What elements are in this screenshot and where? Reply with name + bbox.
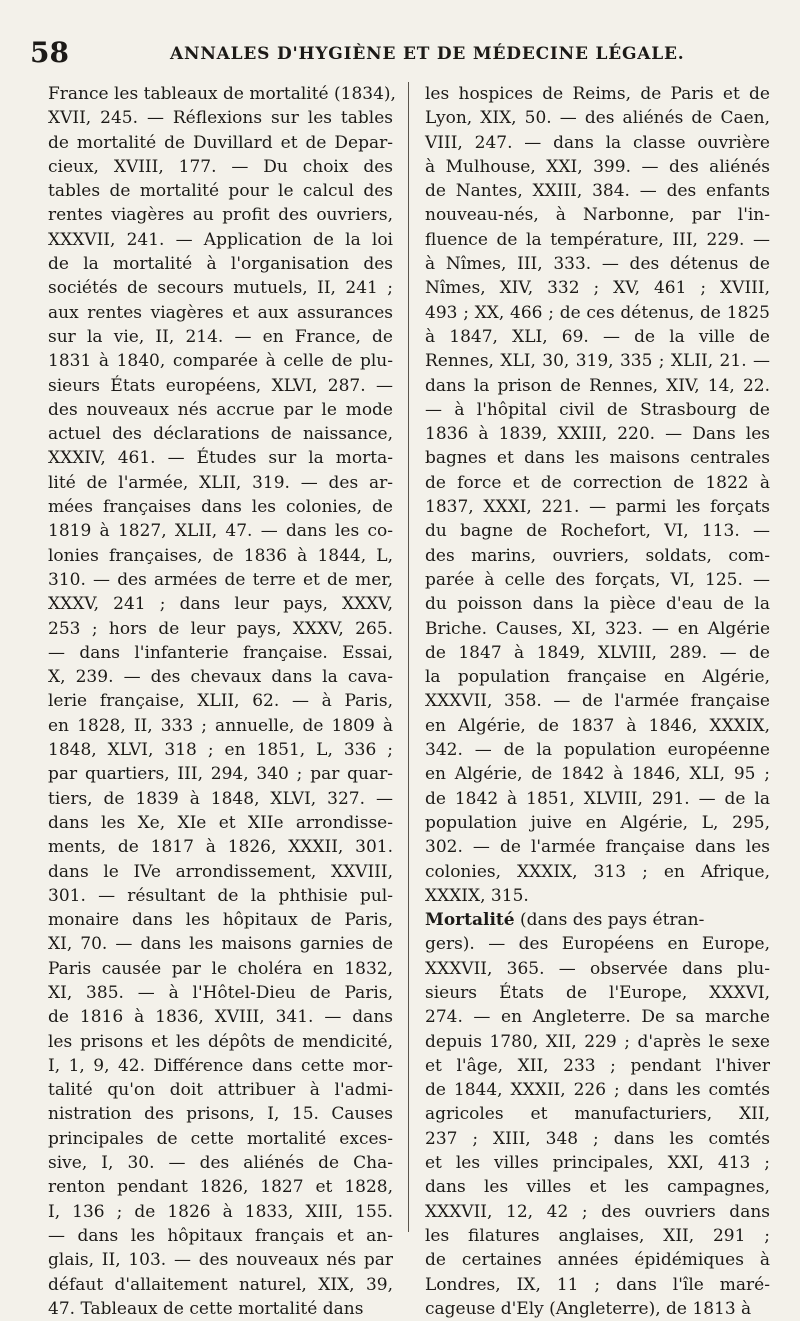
text-line: dans la prison de Rennes, XIV, 14, 22. [425, 375, 770, 396]
text-line: principales de cette mortalité exces- [48, 1128, 393, 1149]
text-line: de certaines années épidémiques à [425, 1250, 770, 1271]
right-column [425, 82, 770, 1319]
text-line: lonies françaises, de 1836 à 1844, L, [48, 545, 393, 566]
text-line: la population française en Algérie, [425, 667, 770, 688]
text-line: lerie française, XLII, 62. — à Paris, [48, 691, 393, 712]
text-line: France les tableaux de mortalité (1834), [48, 84, 396, 104]
text-line: les prisons et les dépôts de mendicité, [48, 1031, 393, 1052]
text-line: Rennes, XLI, 30, 319, 335 ; XLII, 21. — [425, 351, 770, 372]
text-line: dans les villes et les campagnes, [425, 1177, 770, 1198]
text-line: XXXIX, 315. [425, 885, 529, 906]
text-line: de mortalité de Duvillard et de Depar- [48, 132, 393, 153]
text-line: sieurs États de l'Europe, XXXVI, [425, 982, 770, 1003]
text-line: colonies, XXXIX, 313 ; en Afrique, [425, 861, 770, 882]
text-line: nouveau-nés, à Narbonne, par l'in- [425, 205, 770, 226]
text-line: — à l'hôpital civil de Strasbourg de [425, 399, 770, 420]
text-line: en Algérie, de 1837 à 1846, XXXIX, [425, 715, 770, 736]
text-line: 237 ; XIII, 348 ; dans les comtés [425, 1128, 770, 1149]
text-line: 47. Tableaux de cette mortalité dans [48, 1298, 364, 1319]
text-line: VIII, 247. — dans la classe ouvrière [425, 132, 770, 153]
text-line: 274. — en Angleterre. De sa marche [425, 1007, 770, 1028]
text-line: agricoles et manufacturiers, XII, [425, 1104, 770, 1125]
text-line: parée à celle des forçats, VI, 125. — [425, 569, 770, 590]
text-line: de 1844, XXXII, 226 ; dans les comtés [425, 1080, 770, 1101]
text-line: 310. — des armées de terre et de mer, [48, 569, 393, 590]
text-line: Lyon, XIX, 50. — des aliénés de Caen, [425, 108, 770, 129]
text-line: renton pendant 1826, 1827 et 1828, [48, 1177, 393, 1198]
text-line: actuel des déclarations de naissance, [48, 424, 393, 445]
text-line: de la mortalité à l'organisation des [48, 254, 393, 275]
text-line: à 1847, XLI, 69. — de la ville de [425, 326, 770, 347]
text-line: dans le IVe arrondissement, XXVIII, [48, 861, 393, 882]
text-line: de 1847 à 1849, XLVIII, 289. — de [425, 642, 770, 663]
text-line: et l'âge, XII, 233 ; pendant l'hiver [425, 1055, 770, 1076]
text-line: monaire dans les hôpitaux de Paris, [48, 910, 393, 931]
text-line: mées françaises dans les colonies, de [48, 497, 393, 518]
text-line: cieux, XVIII, 177. — Du choix des [48, 156, 393, 177]
text-line: 253 ; hors de leur pays, XXXV, 265. [48, 618, 393, 639]
text-line: I, 1, 9, 42. Différence dans cette mor- [48, 1055, 393, 1076]
text-line: XI, 70. — dans les maisons garnies de [48, 934, 393, 955]
text-line: — dans les hôpitaux français et an- [48, 1225, 393, 1246]
text-line: des nouveaux nés accrue par le mode [48, 399, 393, 420]
text-line: de Nantes, XXIII, 384. — des enfants [425, 181, 770, 202]
text-line: XXXIV, 461. — Études sur la morta- [48, 448, 393, 469]
text-line: du bagne de Rochefort, VI, 113. — [425, 521, 770, 542]
text-line: de force et de correction de 1822 à [425, 472, 770, 493]
text-line: défaut d'allaitement naturel, XIX, 39, [48, 1274, 393, 1295]
text-line: XVII, 245. — Réflexions sur les tables [48, 108, 393, 129]
text-line: 1831 à 1840, comparée à celle de plu- [48, 351, 393, 372]
text-line: sieurs États européens, XLVI, 287. — [48, 375, 393, 396]
text-line: 493 ; XX, 466 ; de ces détenus, de 1825 [425, 302, 770, 323]
text-line: à Nîmes, III, 333. — des détenus de [425, 254, 770, 275]
text-line: de 1842 à 1851, XLVIII, 291. — de la [425, 788, 770, 809]
text-line: bagnes et dans les maisons centrales [425, 448, 770, 469]
text-line: de 1816 à 1836, XVIII, 341. — dans [48, 1007, 393, 1028]
text-line: lité de l'armée, XLII, 319. — des ar- [48, 472, 393, 493]
text-line: 1848, XLVI, 318 ; en 1851, L, 336 ; [48, 740, 393, 761]
text-line: en 1828, II, 333 ; annuelle, de 1809 à [48, 715, 393, 736]
text-line: 342. — de la population européenne [425, 740, 770, 761]
column-divider [408, 82, 409, 1232]
text-line: Paris causée par le choléra en 1832, [48, 958, 393, 979]
running-title: ANNALES D'HYGIÈNE ET DE MÉDECINE LÉGALE. [170, 44, 685, 64]
text-line: XI, 385. — à l'Hôtel-Dieu de Paris, [48, 982, 393, 1003]
text-line [425, 908, 770, 932]
page-number: 58 [30, 36, 69, 69]
text-line: cageuse d'Ely (Angleterre), de 1813 à [425, 1298, 752, 1319]
text-line: sur la vie, II, 214. — en France, de [48, 326, 393, 347]
text-line: — dans l'infanterie française. Essai, [48, 642, 393, 663]
text-line: 1819 à 1827, XLII, 47. — dans les co- [48, 521, 393, 542]
text-line: depuis 1780, XII, 229 ; d'après le sexe [425, 1031, 770, 1052]
text-line: fluence de la température, III, 229. — [425, 229, 770, 250]
text-line: ments, de 1817 à 1826, XXXII, 301. [48, 837, 393, 858]
text-line: 1837, XXXI, 221. — parmi les forçats [425, 497, 770, 518]
text-line: par quartiers, III, 294, 340 ; par quar- [48, 764, 393, 785]
text-line: les filatures anglaises, XII, 291 ; [425, 1225, 770, 1246]
headword-continuation: (dans des pays étran- [519, 910, 705, 931]
page-header [30, 32, 770, 76]
text-line: à Mulhouse, XXI, 399. — des aliénés [425, 156, 770, 177]
text-line: 301. — résultant de la phthisie pul- [48, 885, 393, 906]
text-line: XXXVII, 365. — observée dans plu- [425, 958, 770, 979]
text-line: XXXV, 241 ; dans leur pays, XXXV, [48, 594, 393, 615]
text-line: talité qu'on doit attribuer à l'admi- [48, 1080, 393, 1101]
text-line: glais, II, 103. — des nouveaux nés par [48, 1250, 393, 1271]
text-line: tables de mortalité pour le calcul des [48, 181, 393, 202]
text-line: gers). — des Européens en Europe, [425, 934, 770, 955]
text-line: rentes viagères au profit des ouvriers, [48, 205, 393, 226]
text-line: en Algérie, de 1842 à 1846, XLI, 95 ; [425, 764, 770, 785]
text-line: du poisson dans la pièce d'eau de la [425, 594, 770, 615]
text-line: les hospices de Reims, de Paris et de [425, 84, 770, 104]
text-line: XXXVII, 358. — de l'armée française [425, 691, 770, 712]
text-line: X, 239. — des chevaux dans la cava- [48, 667, 393, 688]
text-line: XXXVII, 241. — Application de la loi [48, 229, 393, 250]
text-line: dans les Xe, XIe et XIIe arrondisse- [48, 812, 393, 833]
left-column [48, 82, 396, 1319]
text-line: XXXVII, 12, 42 ; des ouvriers dans [425, 1201, 770, 1222]
text-line: sociétés de secours mutuels, II, 241 ; [48, 278, 393, 299]
text-line: sive, I, 30. — des aliénés de Cha- [48, 1153, 393, 1174]
text-line: tiers, de 1839 à 1848, XLVI, 327. — [48, 788, 393, 809]
headword: Mortalité [425, 910, 515, 931]
text-line: Nîmes, XIV, 332 ; XV, 461 ; XVIII, [425, 278, 770, 299]
text-line: Londres, IX, 11 ; dans l'île maré- [425, 1274, 770, 1295]
text-line: et les villes principales, XXI, 413 ; [425, 1153, 770, 1174]
text-line: des marins, ouvriers, soldats, com- [425, 545, 770, 566]
text-line: population juive en Algérie, L, 295, [425, 812, 770, 833]
text-line: nistration des prisons, I, 15. Causes [48, 1104, 393, 1125]
text-line: aux rentes viagères et aux assurances [48, 302, 393, 323]
text-line: I, 136 ; de 1826 à 1833, XIII, 155. [48, 1201, 393, 1222]
text-line: Briche. Causes, XI, 323. — en Algérie [425, 618, 770, 639]
text-line: 1836 à 1839, XXIII, 220. — Dans les [425, 424, 770, 445]
text-line: 302. — de l'armée française dans les [425, 837, 770, 858]
